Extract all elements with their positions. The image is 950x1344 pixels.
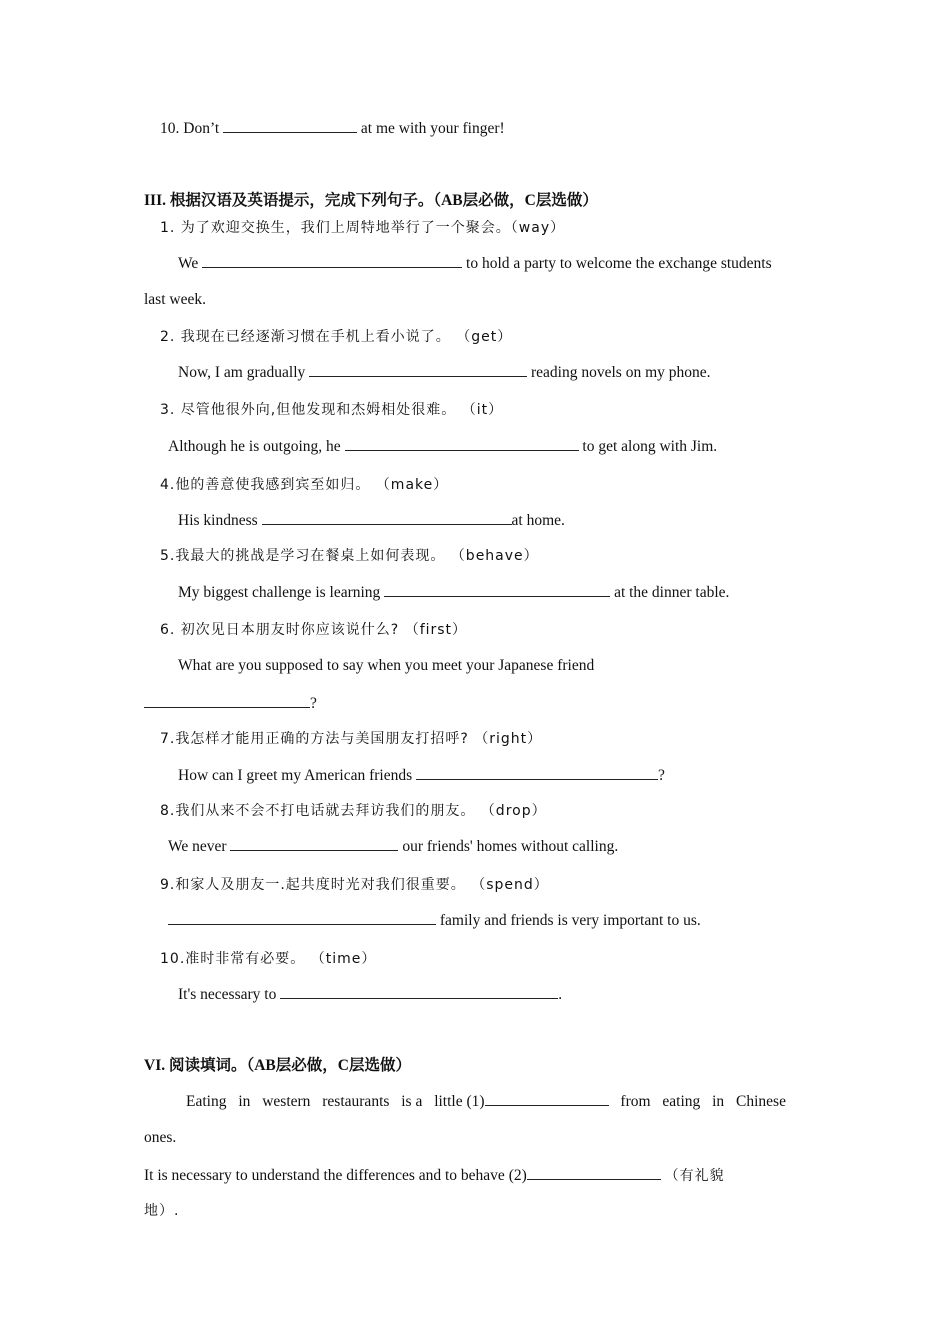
sentence-continuation <box>144 693 317 714</box>
sentence-text: ? <box>310 695 317 712</box>
paragraph-text: It is necessary to understand the differences and to behave (2) <box>144 1167 527 1184</box>
sentence-text: Although he is outgoing, he <box>168 438 341 455</box>
sentence-text: family and friends is very important to us. <box>439 912 701 929</box>
chinese-prompt: 6. 初次见日本朋友时你应该说什么? （first） <box>160 622 468 638</box>
reading-paragraph-line <box>186 1091 786 1112</box>
question-text: at me with your finger! <box>360 120 505 137</box>
sentence-text: My biggest challenge is learning <box>178 584 381 601</box>
paragraph-word: in <box>712 1093 725 1110</box>
answer-blank[interactable] <box>262 510 512 525</box>
answer-blank[interactable] <box>384 582 610 597</box>
sentence-text: It's necessary to <box>178 986 277 1003</box>
english-sentence <box>178 362 711 383</box>
section-heading-vi: VI. 阅读填词。（AB层必做，C层选做） <box>144 1057 411 1074</box>
chinese-prompt: 4.他的善意使我感到宾至如归。 （make） <box>160 477 449 493</box>
answer-blank[interactable] <box>168 910 436 925</box>
sentence-text: at home. <box>511 512 565 529</box>
sentence-text: His kindness <box>178 512 258 529</box>
chinese-prompt: 8.我们从来不会不打电话就去拜访我们的朋友。 （drop） <box>160 803 547 819</box>
sentence-text: ? <box>658 767 665 784</box>
english-sentence <box>178 765 665 786</box>
sentence-text: to get along with Jim. <box>582 438 718 455</box>
sentence-text: We <box>178 255 199 272</box>
paragraph-word: little (1) <box>434 1093 485 1110</box>
question-10-previous <box>160 118 505 139</box>
english-sentence: What are you supposed to say when you meet your Japanese friend <box>178 657 595 674</box>
chinese-prompt: 9.和家人及朋友一.起共度时光对我们很重要。 （spend） <box>160 877 549 893</box>
chinese-prompt: 1. 为了欢迎交换生，我们上周特地举行了一个聚会。（way） <box>160 220 566 236</box>
sentence-text: our friends' homes without calling. <box>402 838 619 855</box>
paragraph-word-with-blank <box>434 1091 608 1112</box>
english-sentence <box>168 436 717 457</box>
paragraph-word: eating <box>662 1093 701 1110</box>
sentence-text: to hold a party to welcome the exchange students <box>466 255 772 272</box>
answer-blank[interactable] <box>416 765 658 780</box>
english-sentence <box>178 253 772 274</box>
sentence-text: at the dinner table. <box>614 584 730 601</box>
answer-blank[interactable] <box>202 253 462 268</box>
reading-paragraph-continuation: 地）. <box>144 1203 180 1219</box>
paragraph-word: western <box>262 1093 311 1110</box>
answer-blank[interactable] <box>280 984 558 999</box>
sentence-text: We never <box>168 838 227 855</box>
answer-blank-1[interactable] <box>485 1091 609 1106</box>
answer-blank[interactable] <box>345 436 579 451</box>
answer-blank-2[interactable] <box>527 1165 661 1180</box>
sentence-text: . <box>558 986 563 1003</box>
reading-paragraph-line <box>144 1165 725 1186</box>
paragraph-word: from <box>620 1093 651 1110</box>
sentence-continuation: last week. <box>144 291 206 308</box>
chinese-prompt: 3. 尽管他很外向,但他发现和杰姆相处很难。 （it） <box>160 402 504 418</box>
sentence-text: Now, I am gradually <box>178 364 306 381</box>
english-sentence <box>178 984 562 1005</box>
answer-blank[interactable] <box>309 362 527 377</box>
english-sentence <box>168 910 701 931</box>
chinese-prompt: 2. 我现在已经逐渐习惯在手机上看小说了。 （get） <box>160 329 513 345</box>
answer-blank[interactable] <box>230 836 398 851</box>
paragraph-word: in <box>238 1093 251 1110</box>
answer-blank[interactable] <box>144 693 310 708</box>
chinese-prompt: 5.我最大的挑战是学习在餐桌上如何表现。 （behave） <box>160 548 539 564</box>
paragraph-word: restaurants <box>322 1093 390 1110</box>
reading-paragraph-continuation: ones. <box>144 1129 177 1146</box>
chinese-hint: （有礼貌 <box>664 1168 725 1184</box>
sentence-text: How can I greet my American friends <box>178 767 413 784</box>
english-sentence <box>178 510 565 531</box>
paragraph-word: Chinese <box>736 1093 786 1110</box>
paragraph-word: Eating <box>186 1093 227 1110</box>
sentence-text: reading novels on my phone. <box>531 364 711 381</box>
chinese-prompt: 7.我怎样才能用正确的方法与美国朋友打招呼? （right） <box>160 731 543 747</box>
chinese-prompt: 10.准时非常有必要。 （time） <box>160 951 377 967</box>
question-text: 10. Don’t <box>160 120 220 137</box>
paragraph-word: is a <box>401 1093 423 1110</box>
section-heading-iii: III. 根据汉语及英语提示，完成下列句子。（AB层必做，C层选做） <box>144 192 598 209</box>
english-sentence <box>178 582 729 603</box>
answer-blank[interactable] <box>223 118 357 133</box>
english-sentence <box>168 836 618 857</box>
